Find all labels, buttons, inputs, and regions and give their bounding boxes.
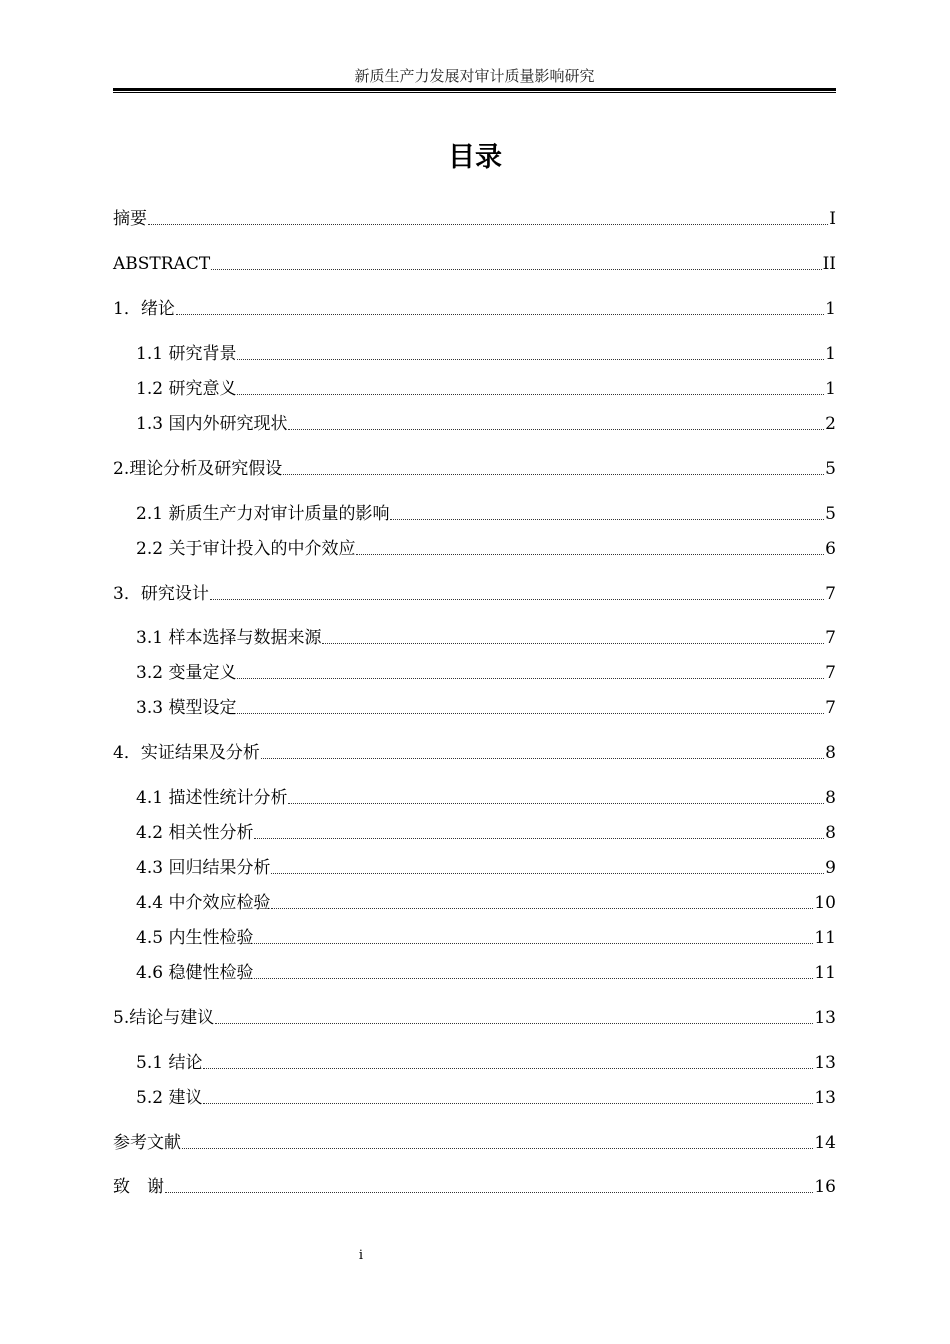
toc-entry-title: 4.4 中介效应检验 bbox=[136, 893, 271, 913]
toc-entry[interactable] bbox=[136, 855, 836, 879]
toc-entry-title: 摘要 bbox=[113, 209, 147, 229]
toc-dot-leader bbox=[215, 1023, 813, 1024]
toc-dot-leader bbox=[211, 269, 821, 270]
toc-entry-page: 10 bbox=[814, 893, 836, 913]
toc-entry[interactable] bbox=[136, 536, 836, 560]
toc-dot-leader bbox=[390, 519, 824, 520]
toc-entry-title: 4.5 内生性检验 bbox=[136, 928, 254, 948]
toc-entry-title: 4．实证结果及分析 bbox=[113, 743, 260, 763]
toc-entry[interactable] bbox=[136, 820, 836, 844]
toc-entry-title: 3.2 变量定义 bbox=[136, 663, 237, 683]
toc-entry[interactable] bbox=[136, 1050, 836, 1074]
toc-dot-leader bbox=[165, 1192, 813, 1193]
toc-entry-page: 11 bbox=[814, 963, 836, 983]
toc-entry[interactable] bbox=[113, 1130, 836, 1154]
toc-entry-title: 4.2 相关性分析 bbox=[136, 823, 254, 843]
toc-entry-page: I bbox=[829, 209, 836, 229]
toc-entry[interactable] bbox=[113, 1174, 836, 1198]
toc-entry-title: 1.2 研究意义 bbox=[136, 379, 237, 399]
toc-title: 目录 bbox=[448, 142, 502, 173]
toc-entry-title: 2.理论分析及研究假设 bbox=[113, 459, 283, 479]
toc-entry[interactable] bbox=[136, 341, 836, 365]
toc-entry[interactable] bbox=[113, 740, 836, 764]
toc-entry-page: 8 bbox=[825, 788, 836, 808]
toc-dot-leader bbox=[322, 643, 824, 644]
toc-dot-leader bbox=[182, 1148, 813, 1149]
toc-entry[interactable] bbox=[136, 1085, 836, 1109]
toc-entry-page: 2 bbox=[825, 414, 836, 434]
toc-entry-title: 5.结论与建议 bbox=[113, 1008, 215, 1028]
toc-entry[interactable] bbox=[136, 411, 836, 435]
toc-entry[interactable] bbox=[113, 206, 836, 230]
toc-entry-title: 4.3 回归结果分析 bbox=[136, 858, 271, 878]
toc-entry[interactable] bbox=[113, 296, 836, 320]
toc-dot-leader bbox=[271, 908, 813, 909]
toc-dot-leader bbox=[203, 1068, 813, 1069]
toc-entry-title: 2.2 关于审计投入的中介效应 bbox=[136, 539, 356, 559]
toc-dot-leader bbox=[203, 1103, 813, 1104]
toc-entry-title: 1．绪论 bbox=[113, 299, 175, 319]
toc-entry-page: 7 bbox=[825, 698, 836, 718]
toc-entry[interactable] bbox=[136, 785, 836, 809]
toc-dot-leader bbox=[288, 429, 824, 430]
toc-dot-leader bbox=[210, 599, 824, 600]
toc-entry-title: 5.2 建议 bbox=[136, 1088, 203, 1108]
toc-entry-page: 16 bbox=[814, 1177, 836, 1197]
toc-entry-title: ABSTRACT bbox=[113, 254, 211, 274]
toc-entry-page: 1 bbox=[825, 344, 836, 364]
toc-entry-title: 参考文献 bbox=[113, 1133, 181, 1153]
toc-entry[interactable] bbox=[136, 695, 836, 719]
toc-entry-page: II bbox=[822, 254, 836, 274]
toc-entry-page: 13 bbox=[814, 1053, 836, 1073]
toc-entry-page: 5 bbox=[825, 504, 836, 524]
toc-entry-page: 7 bbox=[825, 663, 836, 683]
toc-entry-title: 致 谢 bbox=[113, 1177, 164, 1197]
toc-entry-page: 8 bbox=[825, 823, 836, 843]
toc-entry-title: 4.6 稳健性检验 bbox=[136, 963, 254, 983]
page-number: i bbox=[358, 1248, 364, 1263]
toc-dot-leader bbox=[254, 978, 813, 979]
toc-dot-leader bbox=[283, 474, 824, 475]
toc-entry[interactable] bbox=[113, 456, 836, 480]
page-header: 新质生产力发展对审计质量影响研究 bbox=[354, 67, 595, 85]
toc-entry[interactable] bbox=[136, 925, 836, 949]
toc-dot-leader bbox=[254, 943, 813, 944]
toc-dot-leader bbox=[237, 713, 824, 714]
toc-entry-page: 8 bbox=[825, 743, 836, 763]
toc-dot-leader bbox=[237, 678, 824, 679]
toc-dot-leader bbox=[254, 838, 824, 839]
toc-entry[interactable] bbox=[113, 251, 836, 275]
toc-entry-page: 7 bbox=[825, 584, 836, 604]
toc-dot-leader bbox=[237, 394, 824, 395]
toc-entry[interactable] bbox=[136, 501, 836, 525]
toc-entry-title: 4.1 描述性统计分析 bbox=[136, 788, 288, 808]
toc-entry-page: 7 bbox=[825, 628, 836, 648]
toc-entry-page: 14 bbox=[814, 1133, 836, 1153]
toc-entry-title: 3.1 样本选择与数据来源 bbox=[136, 628, 322, 648]
toc-dot-leader bbox=[271, 873, 824, 874]
toc-entry[interactable] bbox=[113, 1005, 836, 1029]
toc-entry[interactable] bbox=[113, 581, 836, 605]
toc-entry[interactable] bbox=[136, 376, 836, 400]
toc-entry-page: 11 bbox=[814, 928, 836, 948]
toc-dot-leader bbox=[261, 758, 824, 759]
toc-entry-page: 1 bbox=[825, 299, 836, 319]
toc-entry-page: 1 bbox=[825, 379, 836, 399]
toc-entry-title: 2.1 新质生产力对审计质量的影响 bbox=[136, 504, 390, 524]
toc-entry-page: 13 bbox=[814, 1088, 836, 1108]
toc-dot-leader bbox=[148, 224, 828, 225]
toc-entry-page: 13 bbox=[814, 1008, 836, 1028]
toc-entry-page: 9 bbox=[825, 858, 836, 878]
toc-entry-title: 3．研究设计 bbox=[113, 584, 209, 604]
toc-entry[interactable] bbox=[136, 890, 836, 914]
toc-dot-leader bbox=[288, 803, 824, 804]
toc-entry-title: 1.3 国内外研究现状 bbox=[136, 414, 288, 434]
toc-entry[interactable] bbox=[136, 960, 836, 984]
toc-dot-leader bbox=[237, 359, 824, 360]
toc-entry[interactable] bbox=[136, 625, 836, 649]
toc-entry-page: 6 bbox=[825, 539, 836, 559]
toc-dot-leader bbox=[176, 314, 824, 315]
toc-dot-leader bbox=[356, 554, 824, 555]
toc-entry-title: 3.3 模型设定 bbox=[136, 698, 237, 718]
toc-entry-title: 5.1 结论 bbox=[136, 1053, 203, 1073]
toc-entry-page: 5 bbox=[825, 459, 836, 479]
toc-list bbox=[113, 0, 836, 1344]
toc-entry-title: 1.1 研究背景 bbox=[136, 344, 237, 364]
toc-entry[interactable] bbox=[136, 660, 836, 684]
